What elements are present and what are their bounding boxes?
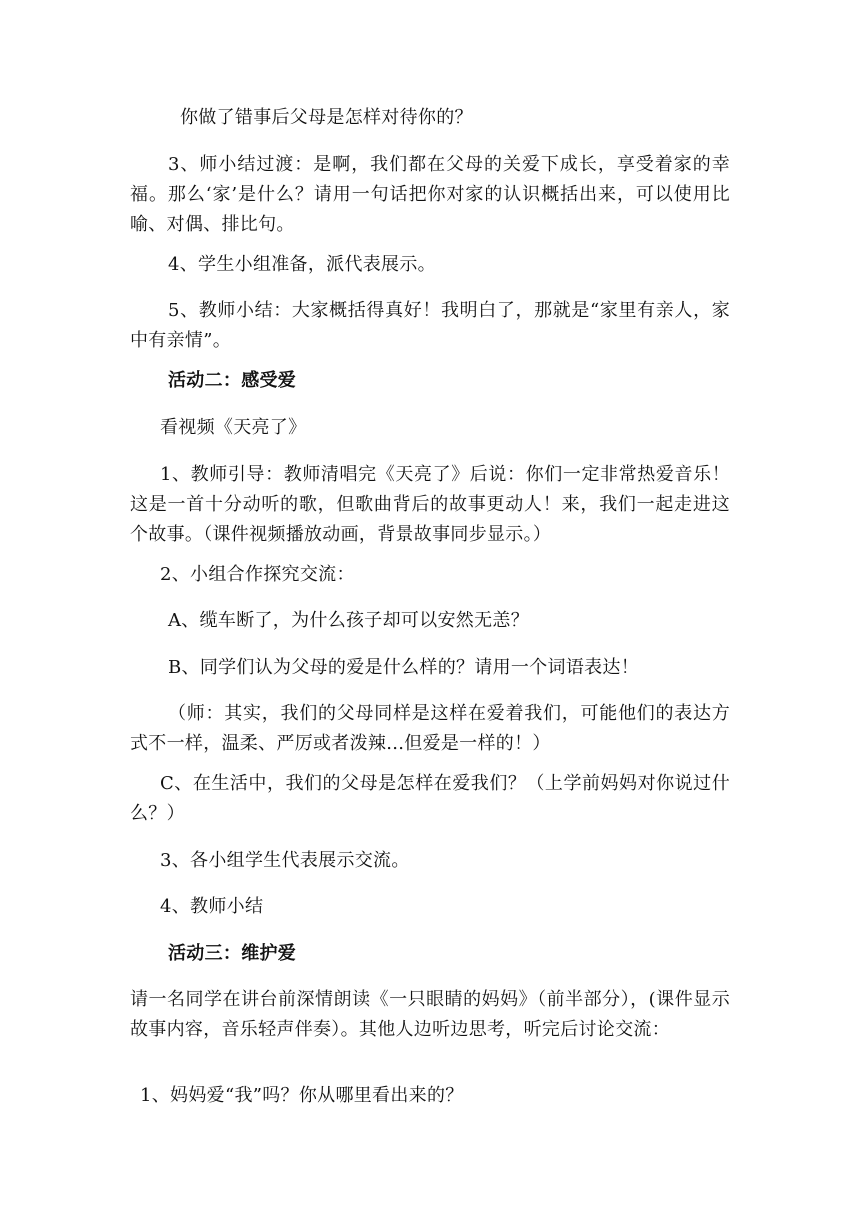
paragraph-question-1: 1、妈妈爱“我”吗？你从哪里看出来的？: [140, 1085, 464, 1106]
paragraph-group-prep: 4、学生小组准备，派代表展示。: [168, 254, 436, 275]
paragraph-group-present: 3、各小组学生代表展示交流。: [160, 850, 410, 871]
paragraph-question-b: B、同学们认为父母的爱是什么样的？请用一个词语表达！: [168, 657, 640, 678]
paragraph-question-c: C、在生活中，我们的父母是怎样在爱我们？（上学前妈妈对你说过什么？）: [130, 773, 730, 824]
paragraph-video: 看视频《天亮了》: [160, 417, 307, 438]
paragraph-question: 你做了错事后父母是怎样对待你的？: [180, 107, 473, 128]
paragraph-teacher-transition: 3、师小结过渡：是啊，我们都在父母的关爱下成长，享受着家的幸福。那么‘家’是什么？请用一句话把你对家的认识概括出来，可以使用比喻、对偶、排比句。: [130, 154, 730, 235]
paragraph-teacher-note: （师：其实，我们的父母同样是这样在爱着我们，可能他们的表达方式不一样，温柔、严厉或者泼辣...但爱是一样的！）: [130, 703, 730, 754]
heading-activity-two: 活动二：感受爱: [168, 370, 297, 391]
heading-activity-three: 活动三：维护爱: [168, 943, 297, 964]
paragraph-teacher-summary: 5、教师小结：大家概括得真好！我明白了，那就是“家里有亲人，家中有亲情”。: [130, 300, 730, 351]
paragraph-teacher-guide: 1、教师引导：教师清唱完《天亮了》后说：你们一定非常热爱音乐！这是一首十分动听的歌，但歌曲背后的故事更动人！来，我们一起走进这个故事。（课件视频播放动画，背景故事同步显示。）: [130, 464, 730, 545]
paragraph-group-explore: 2、小组合作探究交流：: [160, 564, 355, 585]
paragraph-teacher-conclusion: 4、教师小结: [160, 896, 264, 917]
paragraph-question-a: A、缆车断了，为什么孩子却可以安然无恙？: [168, 610, 529, 631]
paragraph-read-story: 请一名同学在讲台前深情朗读《一只眼睛的妈妈》（前半部分），(课件显示故事内容，音乐轻声伴奏）。其他人边听边思考，听完后讨论交流：: [130, 989, 730, 1040]
